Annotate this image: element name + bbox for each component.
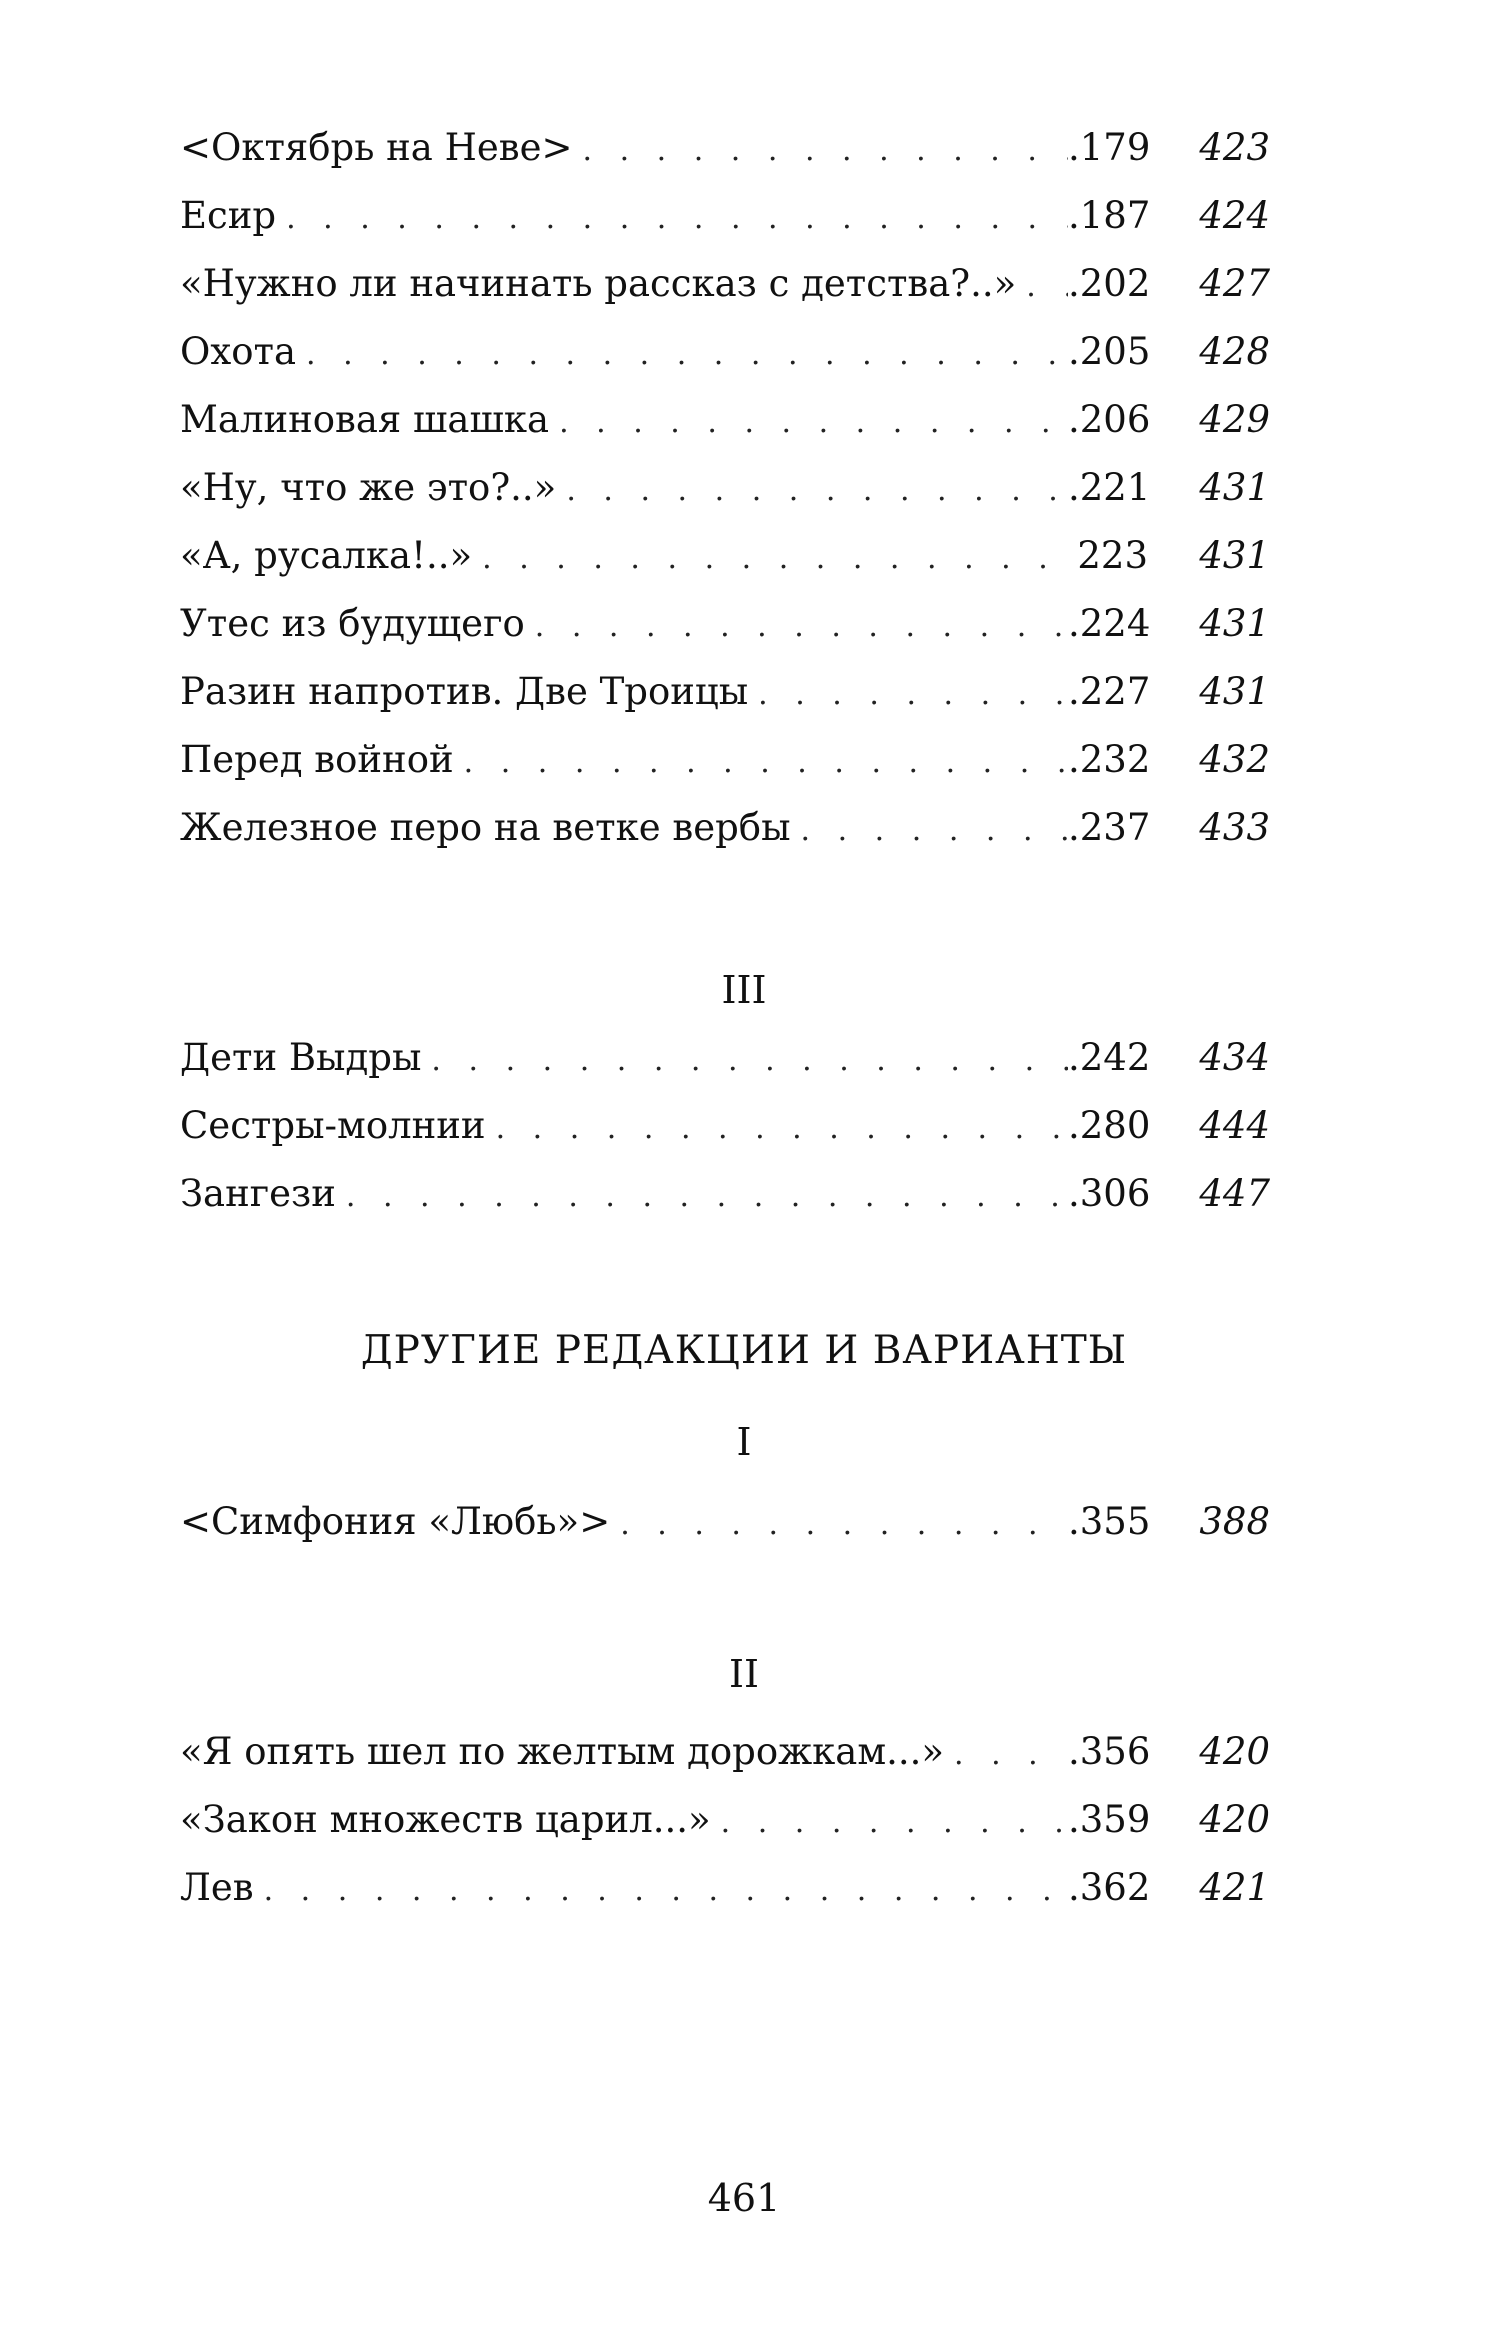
toc-entry-title: «А, русалка!..»: [180, 534, 473, 577]
toc-section-iii: [180, 1024, 1270, 1228]
toc-entry: [180, 1160, 1270, 1228]
toc-entry-comment-page: 431: [1199, 670, 1270, 713]
toc-entry: [180, 1786, 1270, 1854]
toc-section-other-i: [180, 1488, 1270, 1556]
toc-entry-page: .224: [1068, 602, 1151, 645]
toc-entry-title: «Я опять шел по желтым дорожкам...»: [180, 1730, 945, 1773]
toc-entry-comment-page: 424: [1199, 194, 1270, 237]
toc-entry-comment-page: 431: [1199, 602, 1270, 645]
toc-entry-title: Лев: [180, 1866, 254, 1909]
toc-entry-page: .187: [1068, 194, 1151, 237]
toc-entry-title: «Нужно ли начинать рассказ с детства?..»: [180, 262, 1017, 305]
toc-entry-comment-page: 429: [1199, 398, 1270, 441]
toc-leader-dots: [801, 797, 1068, 865]
toc-entry: [180, 658, 1270, 726]
toc-leader-dots: [431, 1027, 1068, 1095]
toc-entry-page: .362: [1068, 1866, 1151, 1909]
toc-entry-comment-page: 388: [1199, 1500, 1270, 1543]
toc-entry: [180, 590, 1270, 658]
toc-entry-page: .205: [1068, 330, 1151, 373]
toc-entry-title: Есир: [180, 194, 277, 237]
toc-leader-dots: [559, 389, 1068, 457]
toc-section-other-ii: [180, 1718, 1270, 1922]
toc-entry: [180, 318, 1270, 386]
toc-entry-comment-page: 434: [1199, 1036, 1270, 1079]
toc-entry-page: .237: [1068, 806, 1151, 849]
toc-leader-dots: [286, 185, 1068, 253]
toc-leader-dots: [464, 729, 1068, 797]
toc-entry-page: .206: [1068, 398, 1151, 441]
toc-entry: [180, 182, 1270, 250]
toc-entry-page: .202: [1068, 262, 1151, 305]
toc-entry-page: .355: [1068, 1500, 1151, 1543]
toc-entry-title: «Закон множеств царил...»: [180, 1798, 711, 1841]
toc-entry-comment-page: 428: [1199, 330, 1270, 373]
toc-entry-title: Дети Выдры: [180, 1036, 422, 1079]
toc-entry-page: .227: [1068, 670, 1151, 713]
toc-entry-title: «Ну, что же это?..»: [180, 466, 557, 509]
toc-entry-page: .280: [1068, 1104, 1151, 1147]
toc-entry: [180, 1718, 1270, 1786]
page-number: 461: [707, 2176, 781, 2220]
toc-leader-dots: [496, 1095, 1068, 1163]
toc-entry: [180, 250, 1270, 318]
toc-entry: [180, 386, 1270, 454]
toc-entry-comment-page: 431: [1199, 466, 1270, 509]
toc-leader-dots: [306, 321, 1068, 389]
toc-entry: [180, 1024, 1270, 1092]
toc-entry: [180, 726, 1270, 794]
toc-entry-comment-page: 420: [1199, 1798, 1270, 1841]
toc-entry: [180, 1488, 1270, 1556]
toc-leader-dots: [535, 593, 1068, 661]
other-editions-heading: ДРУГИЕ РЕДАКЦИИ И ВАРИАНТЫ: [360, 1328, 1128, 1373]
toc-entry-page: .179: [1068, 126, 1151, 169]
toc-entry: [180, 794, 1270, 862]
toc-leader-dots: [954, 1721, 1068, 1789]
toc-leader-dots: [482, 525, 1068, 593]
toc-entry-page: .242: [1068, 1036, 1151, 1079]
toc-entry-comment-page: 432: [1199, 738, 1270, 781]
toc-entry-title: <Октябрь на Неве>: [180, 126, 573, 169]
toc-entry-page: .359: [1068, 1798, 1151, 1841]
toc-entry: [180, 522, 1270, 590]
toc-entry-title: Утес из будущего: [180, 602, 525, 645]
section-heading-iii: III: [721, 968, 767, 1012]
toc-leader-dots: [346, 1163, 1068, 1231]
toc-entry-title: Перед войной: [180, 738, 454, 781]
toc-leader-dots: [758, 661, 1068, 729]
toc-leader-dots: [566, 457, 1068, 525]
toc-entry-title: Железное перо на ветке вербы: [180, 806, 791, 849]
toc-entry-title: Малиновая шашка: [180, 398, 550, 441]
toc-entry-comment-page: 421: [1199, 1866, 1270, 1909]
toc-entry-page: .232: [1068, 738, 1151, 781]
toc-entry-page: .306: [1068, 1172, 1151, 1215]
toc-entry-comment-page: 431: [1199, 534, 1270, 577]
toc-entry-title: Разин напротив. Две Троицы: [180, 670, 749, 713]
toc-entry-comment-page: 420: [1199, 1730, 1270, 1773]
toc-entry-title: Сестры-молнии: [180, 1104, 486, 1147]
section-heading-ii: II: [728, 1652, 760, 1696]
toc-entry-page: .221: [1068, 466, 1151, 509]
toc-entry-title: Зангези: [180, 1172, 336, 1215]
toc-entry: [180, 1854, 1270, 1922]
toc-entry-comment-page: 423: [1199, 126, 1270, 169]
toc-section-continued: [180, 114, 1270, 862]
toc-entry-comment-page: 427: [1199, 262, 1270, 305]
toc-entry-page: 223: [1077, 534, 1148, 577]
toc-leader-dots: [1026, 253, 1068, 321]
toc-entry: [180, 454, 1270, 522]
toc-entry: [180, 114, 1270, 182]
toc-entry-comment-page: 433: [1199, 806, 1270, 849]
toc-leader-dots: [583, 117, 1068, 185]
toc-entry-comment-page: 444: [1199, 1104, 1270, 1147]
toc-leader-dots: [721, 1789, 1068, 1857]
toc-leader-dots: [620, 1491, 1068, 1559]
toc-entry-page: .356: [1068, 1730, 1151, 1773]
toc-leader-dots: [264, 1857, 1068, 1925]
toc-entry-title: <Симфония «Любь»>: [180, 1500, 611, 1543]
toc-entry-title: Охота: [180, 330, 297, 373]
section-heading-i: I: [736, 1420, 752, 1464]
toc-entry-comment-page: 447: [1199, 1172, 1270, 1215]
toc-entry: [180, 1092, 1270, 1160]
